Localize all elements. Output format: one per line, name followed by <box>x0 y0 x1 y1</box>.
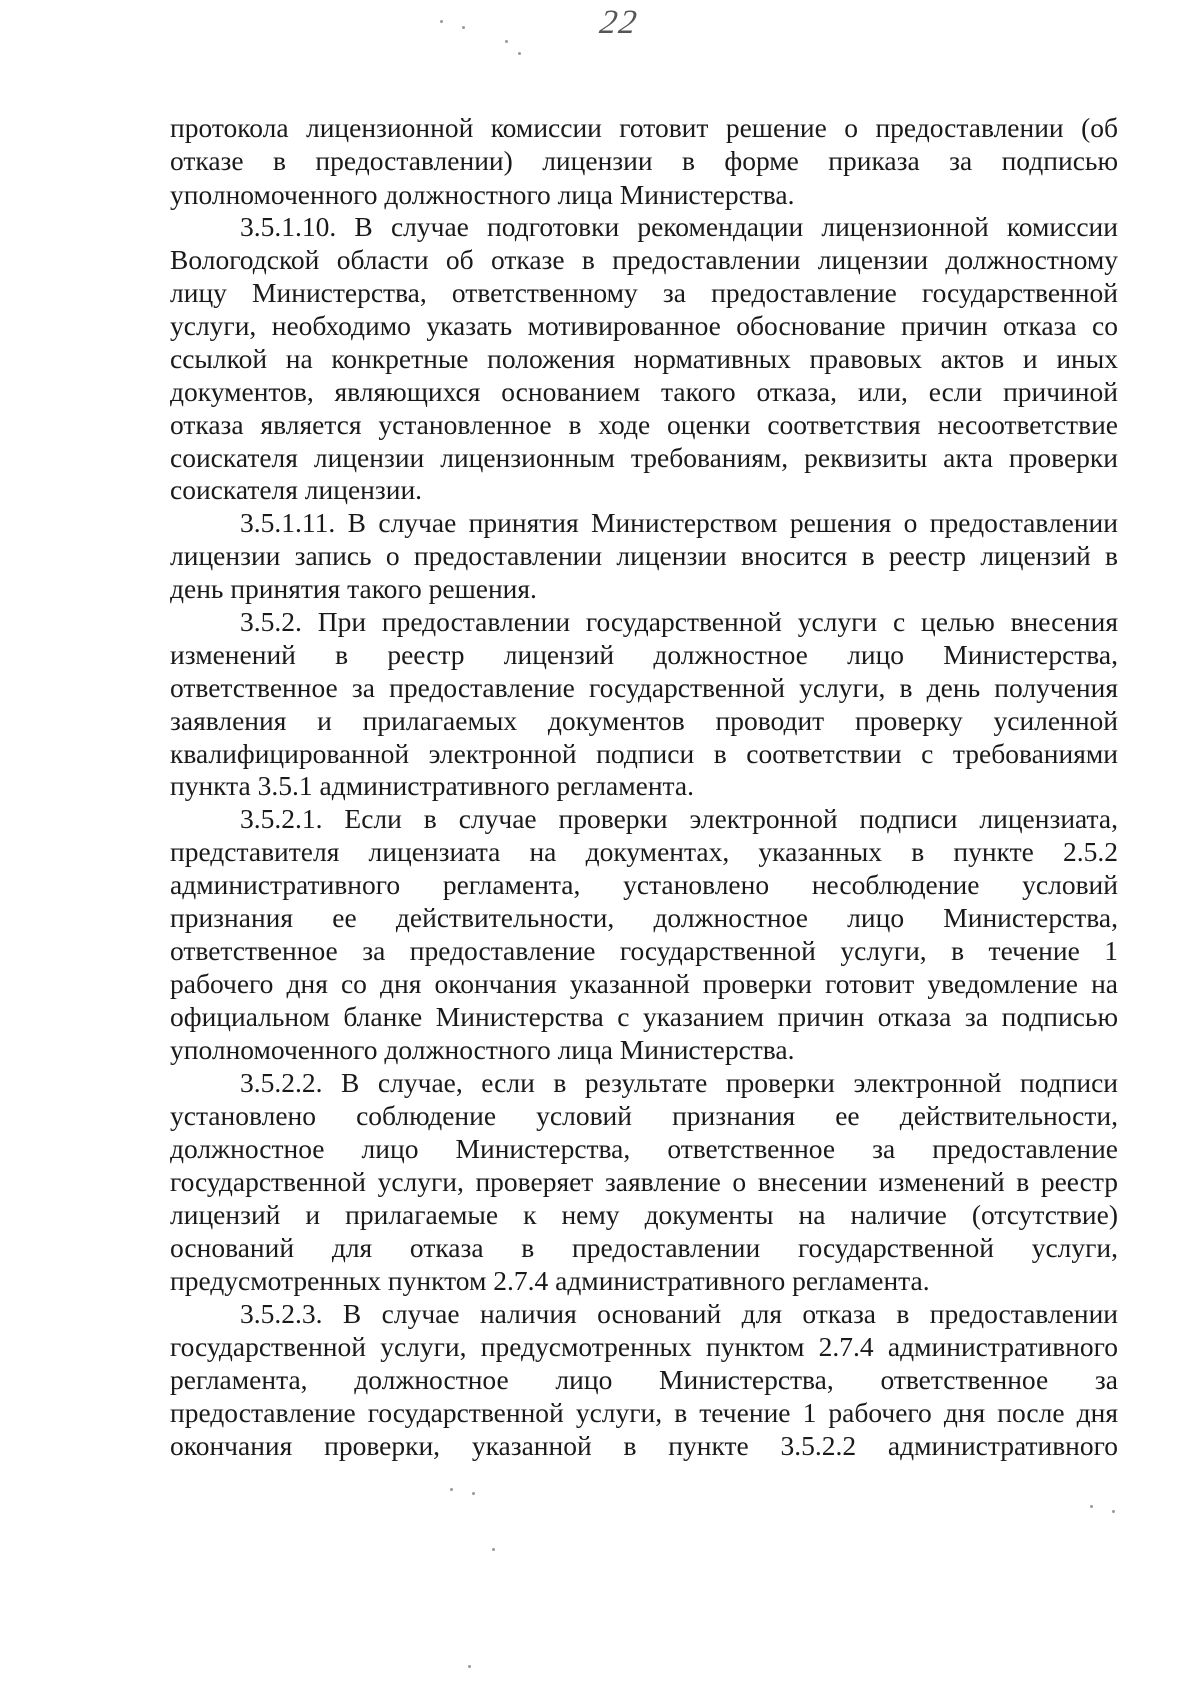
text-line: ответственное за предоставление государственной услуги, в течение 1 <box>170 935 1118 966</box>
text-line: изменений в реестр лицензий должностное лицо Министерства, <box>170 639 1118 670</box>
text-line: услуги, необходимо указать мотивированное обоснование причин отказа со <box>170 310 1118 341</box>
text-line: квалифицированной электронной подписи в соответствии с требованиями <box>170 738 1118 769</box>
scan-speck <box>518 52 521 55</box>
text-line: предусмотренных пунктом 2.7.4 административного регламента. <box>170 1265 930 1296</box>
text-line: оснований для отказа в предоставлении государственной услуги, <box>170 1232 1118 1263</box>
scan-speck <box>1112 1510 1115 1513</box>
text-line: отказе в предоставлении) лицензии в форме приказа за подписью <box>170 145 1118 176</box>
text-line: должностное лицо Министерства, ответственное за предоставление <box>170 1133 1118 1164</box>
text-line: ссылкой на конкретные положения нормативных правовых актов и иных <box>170 343 1118 374</box>
text-line: соискателя лицензии лицензионным требованиям, реквизиты акта проверки <box>170 442 1118 473</box>
scan-speck <box>1090 1505 1093 1508</box>
paragraph-start: 3.5.2.1. Если в случае проверки электронной подписи лицензиата, <box>240 803 1118 834</box>
text-line: соискателя лицензии. <box>170 474 423 505</box>
text-line: уполномоченного должностного лица Министерства. <box>170 1034 795 1065</box>
text-line: пункта 3.5.1 административного регламента. <box>170 770 694 801</box>
text-line: регламента, должностное лицо Министерства, ответственное за <box>170 1364 1118 1395</box>
text-line: рабочего дня со дня окончания указанной проверки готовит уведомление на <box>170 968 1118 999</box>
text-line: признания ее действительности, должностное лицо Министерства, <box>170 902 1118 933</box>
scan-speck <box>468 1665 471 1668</box>
text-line: представителя лицензиата на документах, указанных в пункте 2.5.2 <box>170 836 1118 867</box>
paragraph-start: 3.5.1.10. В случае подготовки рекомендации лицензионной комиссии <box>240 211 1118 242</box>
text-line: протокола лицензионной комиссии готовит решение о предоставлении (об <box>170 112 1118 143</box>
text-line: предоставление государственной услуги, в течение 1 рабочего дня после дня <box>170 1397 1118 1428</box>
text-line: заявления и прилагаемых документов проводит проверку усиленной <box>170 705 1118 736</box>
text-line: отказа является установленное в ходе оценки соответствия несоответствие <box>170 409 1118 440</box>
scan-speck <box>440 20 443 23</box>
scan-speck <box>505 40 508 43</box>
paragraph-start: 3.5.2.2. В случае, если в результате проверки электронной подписи <box>240 1067 1118 1098</box>
scan-speck <box>472 1492 475 1495</box>
text-line: лицензий и прилагаемые к нему документы на наличие (отсутствие) <box>170 1199 1118 1230</box>
text-line: лицу Министерства, ответственному за предоставление государственной <box>170 277 1118 308</box>
paragraph-start: 3.5.2. При предоставлении государственной услуги с целью внесения <box>240 606 1118 637</box>
text-line: Вологодской области об отказе в предоставлении лицензии должностному <box>170 244 1118 275</box>
text-line: день принятия такого решения. <box>170 573 537 604</box>
text-line: установлено соблюдение условий признания ее действительности, <box>170 1100 1118 1131</box>
text-line: уполномоченного должностного лица Министерства. <box>170 179 795 210</box>
page-number: 22 <box>597 4 641 41</box>
text-line: документов, являющихся основанием такого отказа, или, если причиной <box>170 376 1118 407</box>
scan-speck <box>450 1488 453 1491</box>
text-line: административного регламента, установлено несоблюдение условий <box>170 869 1118 900</box>
scan-speck <box>492 1548 495 1551</box>
text-line: официальном бланке Министерства с указанием причин отказа за подписью <box>170 1001 1118 1032</box>
paragraph-start: 3.5.1.11. В случае принятия Министерством решения о предоставлении <box>240 507 1118 538</box>
text-line: окончания проверки, указанной в пункте 3.5.2.2 административного <box>170 1430 1118 1461</box>
scan-speck <box>462 26 465 29</box>
text-line: государственной услуги, предусмотренных пунктом 2.7.4 административного <box>170 1331 1118 1362</box>
paragraph-start: 3.5.2.3. В случае наличия оснований для отказа в предоставлении <box>240 1298 1118 1329</box>
text-line: ответственное за предоставление государственной услуги, в день получения <box>170 672 1118 703</box>
text-line: лицензии запись о предоставлении лицензии вносится в реестр лицензий в <box>170 540 1118 571</box>
text-line: государственной услуги, проверяет заявление о внесении изменений в реестр <box>170 1166 1118 1197</box>
